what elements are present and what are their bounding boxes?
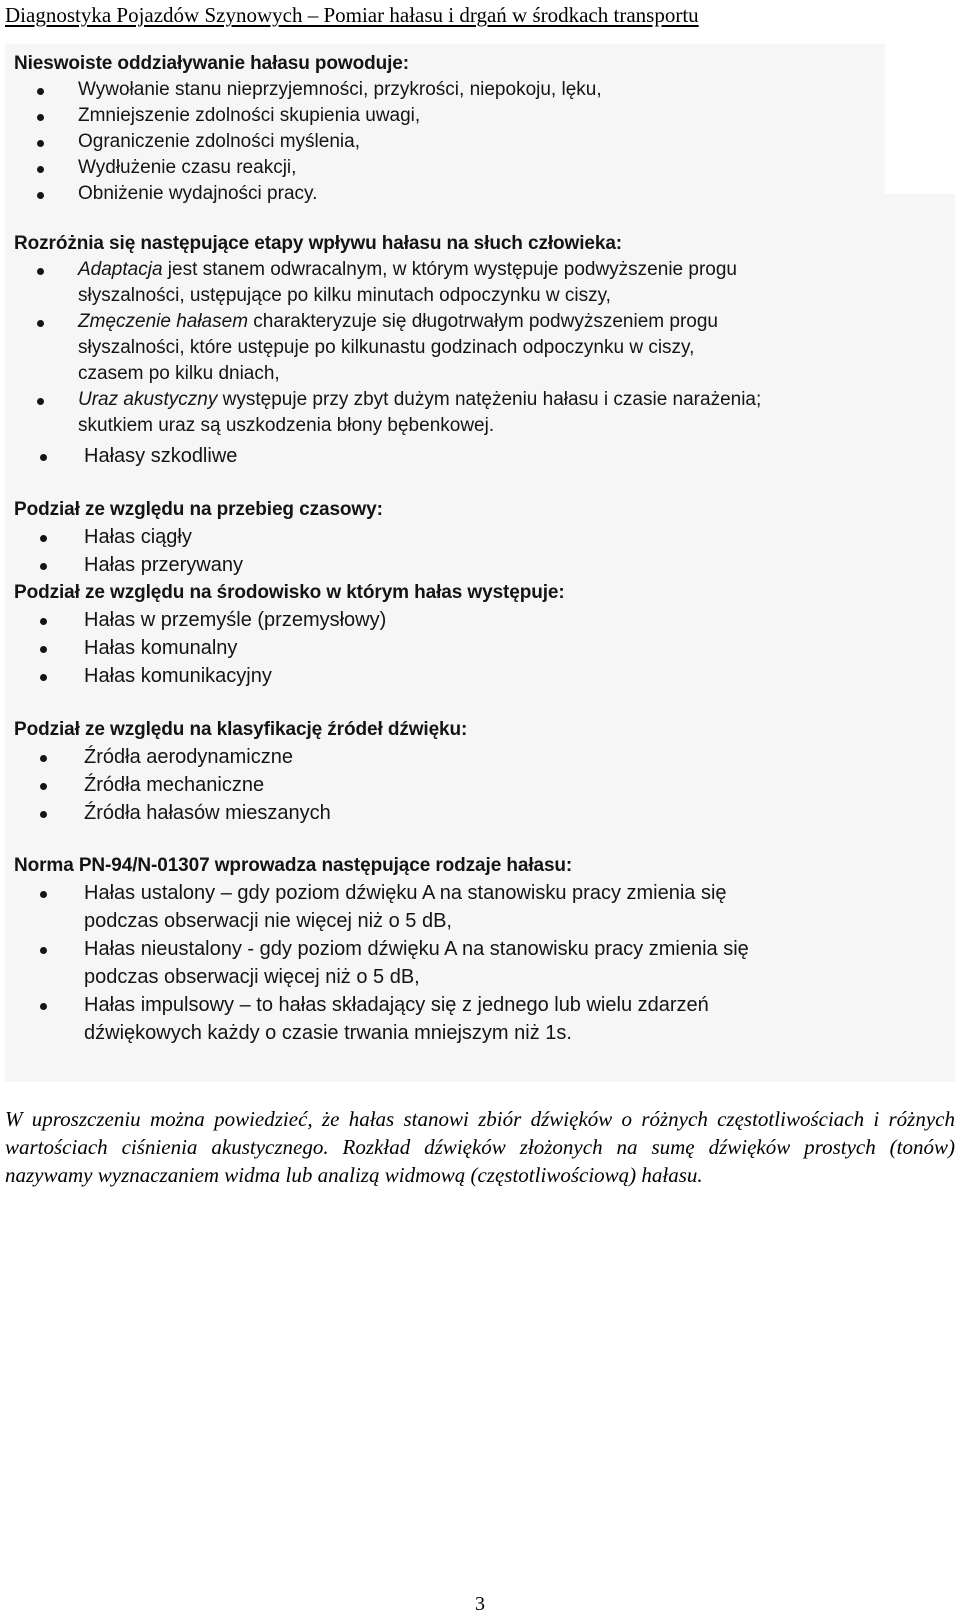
list-item: Zmęczenie hałasem charakteryzuje się długotrwałym podwyższeniem progu słyszalności, które ustępuje po kilkunastu godzinach odpoczynku w ciszy, czasem po kilku dniach,: [14, 309, 934, 387]
section-norm-types: [14, 852, 934, 1047]
list-item: Adaptacja jest stanem odwracalnym, w którym występuje podwyższenie progu słyszalności, ustępujące po kilku minutach odpoczynku w ciszy,: [14, 257, 934, 309]
list-item: Hałas ustalony – gdy poziom dźwięku A na stanowisku pracy zmienia się podczas obserwacji nie więcej niż o 5 dB,: [14, 879, 934, 935]
list-item: Hałasy szkodliwe: [14, 442, 934, 470]
term: Uraz akustyczny: [78, 389, 218, 410]
list-item: Ograniczenie zdolności myślenia,: [14, 129, 934, 155]
section-title: Podział ze względu na środowisko w którym hałas występuje:: [14, 582, 565, 603]
bullet-list: [14, 523, 934, 579]
section-environment: [14, 579, 934, 690]
list-item: Wydłużenie czasu reakcji,: [14, 155, 934, 181]
list-item: Hałas w przemyśle (przemysłowy): [14, 606, 934, 634]
list-item: Hałas komunalny: [14, 634, 934, 662]
section-harmful-noise: [14, 442, 934, 470]
section-title: Nieswoiste oddziaływanie hałasu powoduje:: [14, 53, 409, 74]
bullet-list: [14, 606, 934, 690]
list-item: Hałas impulsowy – to hałas składający się z jednego lub wielu zdarzeń dźwiękowych każdy o czasie trwania mniejszym niż 1s.: [14, 991, 934, 1047]
section-title: Rozróżnia się następujące etapy wpływu hałasu na słuch człowieka:: [14, 233, 623, 254]
section-sound-sources: [14, 716, 934, 827]
list-item: Wywołanie stanu nieprzyjemności, przykrości, niepokoju, lęku,: [14, 77, 934, 103]
body-paragraph: W uproszczeniu można powiedzieć, że hałas stanowi zbiór dźwięków o różnych częstotliwościach i różnych wartościach ciśnienia akustycznego. Rozkład dźwięków złożonych na sumę dźwięków prostych (tonów) nazywamy wyznaczaniem widma lub analizą widmową (częstotliwościową) hałasu.: [5, 1107, 955, 1187]
bullet-list: [14, 743, 934, 827]
list-item: Hałas nieustalony - gdy poziom dźwięku A na stanowisku pracy zmienia się podczas obserwacji więcej niż o 5 dB,: [14, 935, 934, 991]
section-hearing-stages: [14, 230, 934, 439]
list-item: Źródła aerodynamiczne: [14, 743, 934, 771]
section-title: Norma PN-94/N-01307 wprowadza następujące rodzaje hałasu:: [14, 855, 573, 876]
term: Adaptacja: [78, 259, 163, 280]
page-number: 3: [475, 1593, 485, 1615]
list-item: Hałas komunikacyjny: [14, 662, 934, 690]
term: Zmęczenie hałasem: [78, 311, 249, 332]
list-item: Źródła mechaniczne: [14, 771, 934, 799]
bullet-list: [14, 442, 934, 470]
section-nonspecific-effects: [14, 50, 934, 207]
list-item: Hałas ciągły: [14, 523, 934, 551]
bullet-list: [14, 257, 934, 439]
list-item: Źródła hałasów mieszanych: [14, 799, 934, 827]
scanned-figure: [5, 44, 955, 1082]
bullet-list: [14, 879, 934, 1047]
list-item: Obniżenie wydajności pracy.: [14, 181, 934, 207]
section-time-course: [14, 496, 934, 579]
list-item: Hałas przerywany: [14, 551, 934, 579]
bullet-list: [14, 77, 934, 207]
section-title: Podział ze względu na przebieg czasowy:: [14, 499, 383, 520]
list-item: Zmniejszenie zdolności skupienia uwagi,: [14, 103, 934, 129]
list-item: Uraz akustyczny występuje przy zbyt dużym natężeniu hałasu i czasie narażenia; skutkiem uraz są uszkodzenia błony bębenkowej.: [14, 387, 934, 439]
running-header: Diagnostyka Pojazdów Szynowych – Pomiar hałasu i drgań w środkach transportu: [5, 3, 699, 27]
section-title: Podział ze względu na klasyfikację źródeł dźwięku:: [14, 719, 468, 740]
